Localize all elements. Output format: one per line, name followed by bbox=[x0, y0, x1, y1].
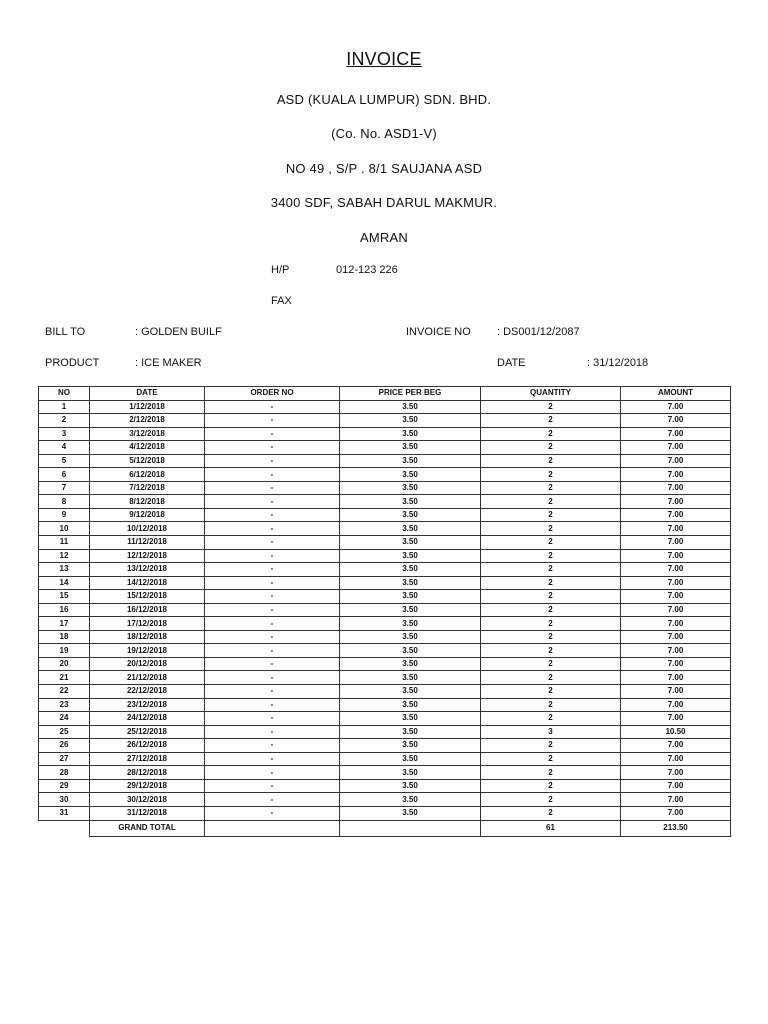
cell-no: 7 bbox=[39, 481, 90, 495]
date-value: : 31/12/2018 bbox=[587, 357, 649, 369]
cell-date: 5/12/2018 bbox=[90, 454, 205, 468]
cell-quantity: 2 bbox=[481, 806, 621, 820]
table-row bbox=[39, 779, 731, 793]
grand-total-amount: 213.50 bbox=[621, 820, 731, 836]
cell-amount: 7.00 bbox=[621, 427, 731, 441]
cell-price: 3.50 bbox=[340, 481, 481, 495]
cell-price: 3.50 bbox=[340, 617, 481, 631]
table-row bbox=[39, 806, 731, 820]
table-row bbox=[39, 712, 731, 726]
cell-order-no: - bbox=[205, 657, 340, 671]
cell-date: 1/12/2018 bbox=[90, 400, 205, 414]
cell-quantity: 2 bbox=[481, 766, 621, 780]
table-row bbox=[39, 522, 731, 536]
bill-to-value: : GOLDEN BUILF bbox=[135, 326, 222, 338]
cell-price: 3.50 bbox=[340, 671, 481, 685]
cell-no: 27 bbox=[39, 752, 90, 766]
cell-price: 3.50 bbox=[340, 766, 481, 780]
table-row bbox=[39, 468, 731, 482]
cell-order-no: - bbox=[205, 793, 340, 807]
cell-date: 10/12/2018 bbox=[90, 522, 205, 536]
cell-date: 17/12/2018 bbox=[90, 617, 205, 631]
cell-quantity: 2 bbox=[481, 576, 621, 590]
cell-order-no: - bbox=[205, 495, 340, 509]
cell-quantity: 2 bbox=[481, 685, 621, 699]
cell-quantity: 2 bbox=[481, 793, 621, 807]
cell-no: 10 bbox=[39, 522, 90, 536]
table-row bbox=[39, 495, 731, 509]
cell-date: 21/12/2018 bbox=[90, 671, 205, 685]
cell-quantity: 2 bbox=[481, 400, 621, 414]
total-empty-price bbox=[340, 820, 481, 836]
cell-price: 3.50 bbox=[340, 549, 481, 563]
cell-date: 16/12/2018 bbox=[90, 603, 205, 617]
table-row bbox=[39, 617, 731, 631]
cell-order-no: - bbox=[205, 712, 340, 726]
cell-price: 3.50 bbox=[340, 563, 481, 577]
table-row bbox=[39, 725, 731, 739]
table-row bbox=[39, 536, 731, 550]
table-row bbox=[39, 576, 731, 590]
table-row bbox=[39, 657, 731, 671]
cell-price: 3.50 bbox=[340, 414, 481, 428]
cell-order-no: - bbox=[205, 481, 340, 495]
cell-order-no: - bbox=[205, 603, 340, 617]
cell-quantity: 2 bbox=[481, 414, 621, 428]
cell-quantity: 2 bbox=[481, 454, 621, 468]
cell-amount: 7.00 bbox=[621, 779, 731, 793]
cell-price: 3.50 bbox=[340, 603, 481, 617]
cell-no: 23 bbox=[39, 698, 90, 712]
cell-no: 8 bbox=[39, 495, 90, 509]
table-row bbox=[39, 508, 731, 522]
cell-price: 3.50 bbox=[340, 468, 481, 482]
cell-price: 3.50 bbox=[340, 454, 481, 468]
cell-quantity: 2 bbox=[481, 712, 621, 726]
cell-date: 3/12/2018 bbox=[90, 427, 205, 441]
cell-quantity: 3 bbox=[481, 725, 621, 739]
cell-order-no: - bbox=[205, 576, 340, 590]
cell-order-no: - bbox=[205, 508, 340, 522]
cell-no: 24 bbox=[39, 712, 90, 726]
cell-price: 3.50 bbox=[340, 793, 481, 807]
cell-amount: 7.00 bbox=[621, 630, 731, 644]
table-header-row bbox=[39, 387, 731, 401]
grand-total-row bbox=[39, 820, 731, 836]
cell-amount: 7.00 bbox=[621, 522, 731, 536]
cell-order-no: - bbox=[205, 630, 340, 644]
cell-quantity: 2 bbox=[481, 630, 621, 644]
cell-order-no: - bbox=[205, 779, 340, 793]
cell-quantity: 2 bbox=[481, 427, 621, 441]
cell-date: 12/12/2018 bbox=[90, 549, 205, 563]
cell-order-no: - bbox=[205, 617, 340, 631]
column-header-quantity: QUANTITY bbox=[481, 387, 621, 401]
cell-date: 25/12/2018 bbox=[90, 725, 205, 739]
table-row bbox=[39, 739, 731, 753]
cell-date: 27/12/2018 bbox=[90, 752, 205, 766]
cell-amount: 7.00 bbox=[621, 698, 731, 712]
cell-price: 3.50 bbox=[340, 576, 481, 590]
cell-date: 31/12/2018 bbox=[90, 806, 205, 820]
column-header-order-no: ORDER NO bbox=[205, 387, 340, 401]
cell-quantity: 2 bbox=[481, 739, 621, 753]
cell-order-no: - bbox=[205, 468, 340, 482]
cell-price: 3.50 bbox=[340, 630, 481, 644]
cell-order-no: - bbox=[205, 644, 340, 658]
cell-amount: 7.00 bbox=[621, 481, 731, 495]
invoice-no-value: : DS001/12/2087 bbox=[497, 326, 580, 338]
table-row bbox=[39, 671, 731, 685]
cell-quantity: 2 bbox=[481, 441, 621, 455]
cell-order-no: - bbox=[205, 671, 340, 685]
cell-amount: 7.00 bbox=[621, 766, 731, 780]
cell-price: 3.50 bbox=[340, 590, 481, 604]
cell-amount: 7.00 bbox=[621, 468, 731, 482]
cell-quantity: 2 bbox=[481, 549, 621, 563]
cell-price: 3.50 bbox=[340, 698, 481, 712]
cell-price: 3.50 bbox=[340, 536, 481, 550]
cell-no: 2 bbox=[39, 414, 90, 428]
cell-date: 20/12/2018 bbox=[90, 657, 205, 671]
cell-date: 15/12/2018 bbox=[90, 590, 205, 604]
cell-amount: 7.00 bbox=[621, 576, 731, 590]
cell-no: 30 bbox=[39, 793, 90, 807]
cell-amount: 7.00 bbox=[621, 806, 731, 820]
cell-no: 28 bbox=[39, 766, 90, 780]
cell-no: 19 bbox=[39, 644, 90, 658]
cell-order-no: - bbox=[205, 400, 340, 414]
product-value: : ICE MAKER bbox=[135, 357, 202, 369]
cell-no: 25 bbox=[39, 725, 90, 739]
cell-date: 29/12/2018 bbox=[90, 779, 205, 793]
contact-name: AMRAN bbox=[360, 230, 408, 245]
cell-amount: 7.00 bbox=[621, 414, 731, 428]
cell-amount: 10.50 bbox=[621, 725, 731, 739]
cell-order-no: - bbox=[205, 766, 340, 780]
cell-no: 13 bbox=[39, 563, 90, 577]
table-row bbox=[39, 481, 731, 495]
cell-date: 19/12/2018 bbox=[90, 644, 205, 658]
cell-date: 26/12/2018 bbox=[90, 739, 205, 753]
bill-to-label: BILL TO bbox=[45, 326, 86, 338]
cell-order-no: - bbox=[205, 698, 340, 712]
table-row bbox=[39, 630, 731, 644]
cell-no: 21 bbox=[39, 671, 90, 685]
cell-order-no: - bbox=[205, 685, 340, 699]
column-header-amount: AMOUNT bbox=[621, 387, 731, 401]
cell-price: 3.50 bbox=[340, 657, 481, 671]
column-header-date: DATE bbox=[90, 387, 205, 401]
cell-amount: 7.00 bbox=[621, 441, 731, 455]
cell-amount: 7.00 bbox=[621, 685, 731, 699]
total-empty-order bbox=[205, 820, 340, 836]
total-blank-cell bbox=[39, 820, 90, 836]
cell-no: 12 bbox=[39, 549, 90, 563]
cell-quantity: 2 bbox=[481, 563, 621, 577]
cell-no: 31 bbox=[39, 806, 90, 820]
cell-price: 3.50 bbox=[340, 739, 481, 753]
cell-amount: 7.00 bbox=[621, 454, 731, 468]
cell-date: 14/12/2018 bbox=[90, 576, 205, 590]
cell-order-no: - bbox=[205, 549, 340, 563]
cell-order-no: - bbox=[205, 752, 340, 766]
cell-amount: 7.00 bbox=[621, 793, 731, 807]
cell-price: 3.50 bbox=[340, 644, 481, 658]
cell-date: 8/12/2018 bbox=[90, 495, 205, 509]
cell-amount: 7.00 bbox=[621, 617, 731, 631]
cell-no: 11 bbox=[39, 536, 90, 550]
cell-order-no: - bbox=[205, 414, 340, 428]
cell-date: 6/12/2018 bbox=[90, 468, 205, 482]
cell-price: 3.50 bbox=[340, 400, 481, 414]
cell-quantity: 2 bbox=[481, 590, 621, 604]
cell-order-no: - bbox=[205, 590, 340, 604]
cell-order-no: - bbox=[205, 739, 340, 753]
cell-order-no: - bbox=[205, 441, 340, 455]
cell-date: 30/12/2018 bbox=[90, 793, 205, 807]
cell-no: 6 bbox=[39, 468, 90, 482]
grand-total-label: GRAND TOTAL bbox=[90, 820, 205, 836]
table-body bbox=[39, 400, 731, 820]
column-header-price: PRICE PER BEG bbox=[340, 387, 481, 401]
cell-price: 3.50 bbox=[340, 712, 481, 726]
cell-date: 22/12/2018 bbox=[90, 685, 205, 699]
cell-order-no: - bbox=[205, 725, 340, 739]
cell-no: 16 bbox=[39, 603, 90, 617]
table-row bbox=[39, 414, 731, 428]
cell-date: 2/12/2018 bbox=[90, 414, 205, 428]
cell-order-no: - bbox=[205, 536, 340, 550]
cell-price: 3.50 bbox=[340, 752, 481, 766]
cell-price: 3.50 bbox=[340, 495, 481, 509]
cell-no: 5 bbox=[39, 454, 90, 468]
cell-quantity: 2 bbox=[481, 603, 621, 617]
cell-date: 18/12/2018 bbox=[90, 630, 205, 644]
table-row bbox=[39, 563, 731, 577]
cell-order-no: - bbox=[205, 427, 340, 441]
table-row bbox=[39, 549, 731, 563]
address-line-2: 3400 SDF, SABAH DARUL MAKMUR. bbox=[270, 195, 498, 210]
cell-amount: 7.00 bbox=[621, 752, 731, 766]
cell-quantity: 2 bbox=[481, 508, 621, 522]
cell-amount: 7.00 bbox=[621, 508, 731, 522]
cell-no: 3 bbox=[39, 427, 90, 441]
table-row bbox=[39, 698, 731, 712]
cell-no: 1 bbox=[39, 400, 90, 414]
cell-no: 20 bbox=[39, 657, 90, 671]
cell-date: 4/12/2018 bbox=[90, 441, 205, 455]
cell-amount: 7.00 bbox=[621, 739, 731, 753]
cell-amount: 7.00 bbox=[621, 657, 731, 671]
cell-no: 4 bbox=[39, 441, 90, 455]
cell-date: 24/12/2018 bbox=[90, 712, 205, 726]
cell-quantity: 2 bbox=[481, 617, 621, 631]
cell-price: 3.50 bbox=[340, 685, 481, 699]
cell-date: 28/12/2018 bbox=[90, 766, 205, 780]
company-name: ASD (KUALA LUMPUR) SDN. BHD. bbox=[276, 92, 492, 107]
hp-label: H/P bbox=[271, 264, 290, 276]
product-label: PRODUCT bbox=[45, 357, 100, 369]
table-row bbox=[39, 454, 731, 468]
cell-amount: 7.00 bbox=[621, 644, 731, 658]
cell-quantity: 2 bbox=[481, 644, 621, 658]
table-row bbox=[39, 603, 731, 617]
cell-no: 29 bbox=[39, 779, 90, 793]
grand-total-quantity: 61 bbox=[481, 820, 621, 836]
cell-quantity: 2 bbox=[481, 671, 621, 685]
cell-quantity: 2 bbox=[481, 698, 621, 712]
column-header-no: NO bbox=[39, 387, 90, 401]
cell-quantity: 2 bbox=[481, 522, 621, 536]
cell-amount: 7.00 bbox=[621, 549, 731, 563]
address-line-1: NO 49 , S/P . 8/1 SAUJANA ASD bbox=[285, 161, 483, 176]
invoice-no-label: INVOICE NO bbox=[406, 326, 471, 338]
cell-quantity: 2 bbox=[481, 779, 621, 793]
cell-no: 18 bbox=[39, 630, 90, 644]
cell-amount: 7.00 bbox=[621, 495, 731, 509]
cell-date: 23/12/2018 bbox=[90, 698, 205, 712]
cell-no: 22 bbox=[39, 685, 90, 699]
table-row bbox=[39, 793, 731, 807]
cell-order-no: - bbox=[205, 454, 340, 468]
cell-amount: 7.00 bbox=[621, 400, 731, 414]
cell-quantity: 2 bbox=[481, 752, 621, 766]
table-row bbox=[39, 685, 731, 699]
cell-quantity: 2 bbox=[481, 657, 621, 671]
table-row bbox=[39, 427, 731, 441]
cell-no: 15 bbox=[39, 590, 90, 604]
cell-order-no: - bbox=[205, 563, 340, 577]
cell-price: 3.50 bbox=[340, 508, 481, 522]
cell-price: 3.50 bbox=[340, 725, 481, 739]
table-row bbox=[39, 590, 731, 604]
fax-label: FAX bbox=[271, 295, 292, 307]
company-number: (Co. No. ASD1-V) bbox=[331, 126, 437, 141]
invoice-table bbox=[38, 386, 731, 837]
table-row bbox=[39, 644, 731, 658]
cell-price: 3.50 bbox=[340, 522, 481, 536]
table-row bbox=[39, 752, 731, 766]
cell-amount: 7.00 bbox=[621, 603, 731, 617]
cell-amount: 7.00 bbox=[621, 563, 731, 577]
cell-price: 3.50 bbox=[340, 427, 481, 441]
cell-order-no: - bbox=[205, 806, 340, 820]
hp-value: 012-123 226 bbox=[336, 264, 398, 276]
cell-date: 9/12/2018 bbox=[90, 508, 205, 522]
cell-amount: 7.00 bbox=[621, 671, 731, 685]
cell-quantity: 2 bbox=[481, 536, 621, 550]
cell-date: 11/12/2018 bbox=[90, 536, 205, 550]
cell-no: 26 bbox=[39, 739, 90, 753]
invoice-title: INVOICE bbox=[346, 49, 422, 69]
cell-price: 3.50 bbox=[340, 806, 481, 820]
cell-quantity: 2 bbox=[481, 468, 621, 482]
cell-no: 9 bbox=[39, 508, 90, 522]
cell-amount: 7.00 bbox=[621, 590, 731, 604]
cell-order-no: - bbox=[205, 522, 340, 536]
cell-quantity: 2 bbox=[481, 481, 621, 495]
cell-no: 14 bbox=[39, 576, 90, 590]
table-row bbox=[39, 441, 731, 455]
cell-quantity: 2 bbox=[481, 495, 621, 509]
table-row bbox=[39, 400, 731, 414]
cell-amount: 7.00 bbox=[621, 536, 731, 550]
cell-price: 3.50 bbox=[340, 441, 481, 455]
cell-date: 7/12/2018 bbox=[90, 481, 205, 495]
cell-no: 17 bbox=[39, 617, 90, 631]
date-label: DATE bbox=[497, 357, 526, 369]
cell-amount: 7.00 bbox=[621, 712, 731, 726]
table-row bbox=[39, 766, 731, 780]
cell-price: 3.50 bbox=[340, 779, 481, 793]
cell-date: 13/12/2018 bbox=[90, 563, 205, 577]
